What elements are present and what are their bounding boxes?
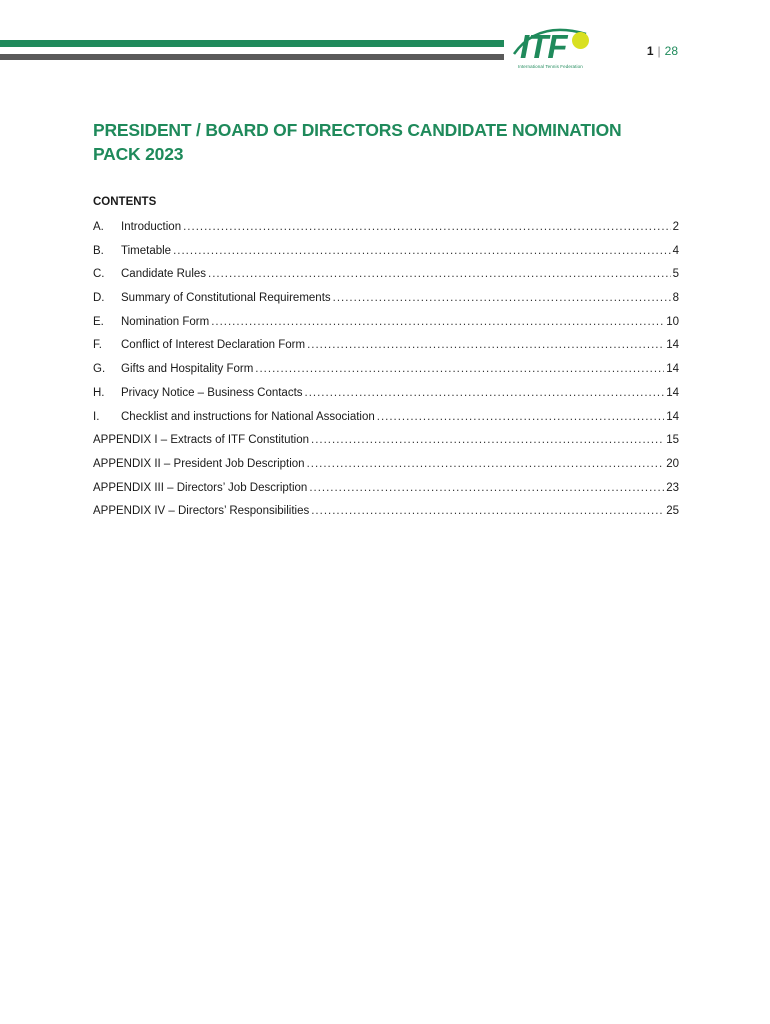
toc-entry-letter: C.	[93, 268, 105, 281]
toc-entry-page: 14	[666, 339, 679, 352]
logo-subtitle: International Tennis Federation	[518, 64, 583, 69]
toc-entry-page: 23	[666, 481, 679, 494]
toc-entry-letter: F.	[93, 339, 102, 352]
toc-entry-title: Conflict of Interest Declaration Form	[121, 339, 306, 352]
itf-logo	[508, 24, 598, 72]
toc-entry-page: 4	[672, 244, 679, 257]
toc-entry-title: Candidate Rules	[121, 268, 207, 281]
toc-entry-letter: D.	[93, 292, 105, 305]
toc-leader-dots	[333, 290, 671, 306]
page-current: 1	[646, 44, 654, 58]
toc-leader-dots	[307, 337, 664, 353]
toc-entry-page: 20	[666, 457, 679, 470]
toc-entry[interactable]	[93, 266, 679, 290]
page-separator: |	[657, 44, 661, 58]
toc-entry-letter: E.	[93, 315, 104, 328]
toc-entry-page: 5	[672, 268, 679, 281]
toc-entry-letter: A.	[93, 221, 104, 233]
toc-entry[interactable]	[93, 219, 679, 243]
toc-entry-page: 10	[666, 315, 679, 328]
toc-leader-dots	[208, 266, 671, 282]
tennis-ball-icon	[572, 32, 589, 49]
toc-entry-title: Checklist and instructions for National Association	[121, 410, 375, 423]
toc-entry-title: Privacy Notice – Business Contacts	[121, 386, 303, 399]
toc-entry[interactable]	[93, 480, 679, 504]
logo-text: ITF	[520, 28, 567, 65]
page-number	[647, 44, 678, 58]
toc-entry[interactable]	[93, 409, 679, 433]
toc-entry-title: Timetable	[121, 244, 172, 257]
toc-leader-dots	[311, 503, 664, 519]
toc-entry-letter: G.	[93, 363, 106, 376]
toc-entry-title: APPENDIX I – Extracts of ITF Constitution	[93, 434, 310, 447]
toc-entry-title: Nomination Form	[121, 315, 210, 328]
toc-entry-title: Introduction	[121, 221, 182, 233]
toc-leader-dots	[309, 480, 664, 496]
toc-leader-dots	[307, 456, 665, 472]
header-green-bar	[0, 40, 504, 47]
toc-entry-title: Summary of Constitutional Requirements	[121, 292, 331, 305]
toc-leader-dots	[305, 385, 665, 401]
toc-leader-dots	[377, 409, 664, 425]
toc-entry[interactable]	[93, 361, 679, 385]
toc-entry[interactable]	[93, 290, 679, 314]
toc-entry-title: APPENDIX IV – Directors’ Responsibilities	[93, 505, 310, 518]
toc-leader-dots	[183, 219, 670, 235]
toc-entry-page: 14	[666, 410, 679, 423]
toc-entry[interactable]	[93, 456, 679, 480]
toc-entry-page: 25	[666, 505, 679, 518]
toc-entry-page: 2	[672, 221, 679, 233]
document-title: PRESIDENT / BOARD OF DIRECTORS CANDIDATE NOMINATION PACK 2023	[93, 120, 622, 164]
toc-entry-letter: B.	[93, 244, 104, 257]
toc-leader-dots	[211, 314, 664, 330]
toc-entry-title: APPENDIX II – President Job Description	[93, 457, 305, 470]
toc-leader-dots	[173, 243, 671, 259]
toc-entry-letter: I.	[93, 410, 100, 423]
toc-entry[interactable]	[93, 337, 679, 361]
toc-leader-dots	[311, 432, 664, 448]
toc-entry-page: 14	[666, 386, 679, 399]
toc-entry-page: 8	[672, 292, 679, 305]
toc-leader-dots	[255, 361, 664, 377]
header-gray-bar	[0, 54, 504, 60]
toc-entry-title: APPENDIX III – Directors’ Job Description	[93, 481, 308, 494]
toc-entry-title: Gifts and Hospitality Form	[121, 363, 254, 376]
toc-entry-page: 15	[666, 434, 679, 447]
toc-entry[interactable]	[93, 503, 679, 527]
toc-entry-page: 14	[666, 363, 679, 376]
toc-entry-letter: H.	[93, 386, 105, 399]
page-total: 28	[664, 44, 678, 58]
toc-entry[interactable]	[93, 432, 679, 456]
contents-heading: CONTENTS	[93, 196, 157, 208]
toc-entry[interactable]	[93, 243, 679, 267]
header-bars	[0, 40, 504, 64]
toc-entry[interactable]	[93, 385, 679, 409]
toc-entry[interactable]	[93, 314, 679, 338]
table-of-contents	[93, 219, 679, 527]
